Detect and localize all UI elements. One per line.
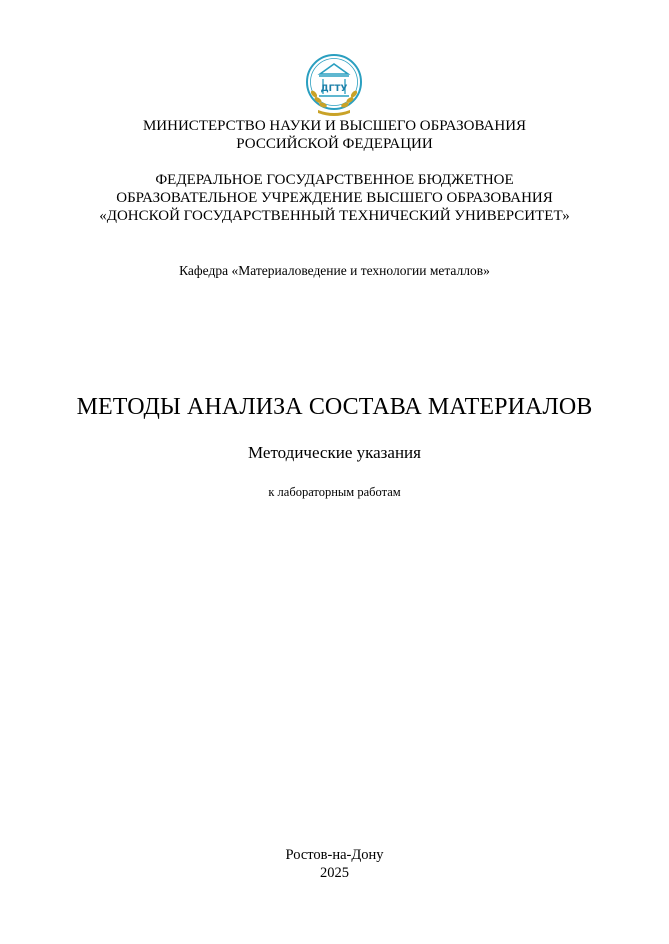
institution-line-1: ФЕДЕРАЛЬНОЕ ГОСУДАРСТВЕННОЕ БЮДЖЕТНОЕ (155, 172, 514, 188)
document-subtitle: Методические указания (248, 443, 421, 462)
ministry-line-1: МИНИСТЕРСТВО НАУКИ И ВЫСШЕГО ОБРАЗОВАНИЯ (142, 118, 527, 134)
document-note: к лабораторным работам (268, 485, 401, 499)
footer-city: Ростов-на-Дону (285, 847, 384, 863)
institution-line-3: «ДОНСКОЙ ГОСУДАРСТВЕННЫЙ ТЕХНИЧЕСКИЙ УНИВЕРСИТЕТ» (99, 208, 570, 224)
logo-text: ДГТУ (320, 84, 348, 94)
institution-line-2: ОБРАЗОВАТЕЛЬНОЕ УЧРЕЖДЕНИЕ ВЫСШЕГО ОБРАЗОВАНИЯ (116, 190, 553, 206)
department: Кафедра «Материаловедение и технологии металлов» (179, 263, 490, 278)
footer-year: 2025 (320, 865, 349, 881)
university-logo (304, 52, 364, 118)
ministry-line-2: РОССИЙСКОЙ ФЕДЕРАЦИИ (236, 136, 433, 152)
document-title: МЕТОДЫ АНАЛИЗА СОСТАВА МАТЕРИАЛОВ (76, 394, 593, 420)
